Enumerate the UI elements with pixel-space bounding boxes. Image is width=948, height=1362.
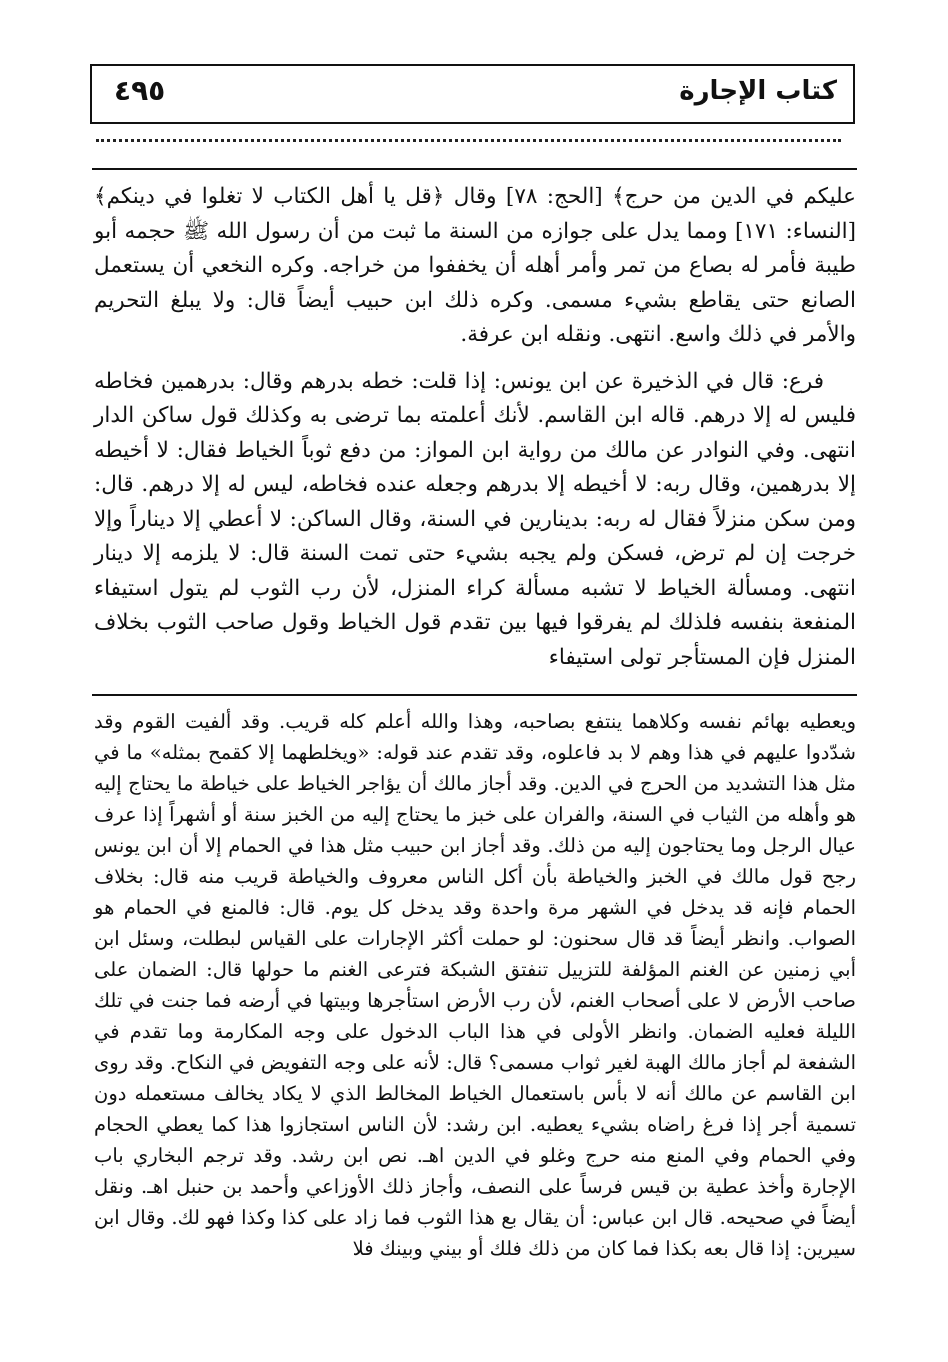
footnote xyxy=(94,706,856,1264)
book-title: كتاب الإجارة xyxy=(679,76,837,106)
footnote-separator xyxy=(92,694,857,696)
main-paragraph-1: عليكم في الدين من حرج﴾ [الحج: ٧٨] وقال ﴿قل يا أهل الكتاب لا تغلوا في دينكم﴾ [النساء: ١٧١] ومما يدل على جوازه من السنة ما ثبت من أن رسول الله ﷺ حجمه أبو طيبة فأمر له بصاع من تمر وأمر أهله أن يخففوا من خراجه. وكره النخعي أن يستعمل الصانع حتى يقاطع بشيء مسمى. وكره ذلك ابن حبيب أيضاً قال: ولا يبلغ التحريم والأمر في ذلك واسع. انتهى. ونقله ابن عرفة. xyxy=(94,184,857,347)
page-header xyxy=(90,64,855,124)
top-rule xyxy=(92,168,857,170)
dotted-separator xyxy=(96,139,841,142)
main-paragraph-2: فرع: قال في الذخيرة عن ابن يونس: إذا قلت: خطه بدرهم وقال: بدرهمين فخاطه فليس له إلا درهم. قاله ابن القاسم. لأنك أعلمته بما ترضى به وكذلك قول ساكن الدار انتهى. وفي النوادر عن مالك من رواية ابن المواز: من دفع ثوباً الخياط فقال: لا أخيطه إلا بدرهمين، وقال ربه: لا أخيطه إلا بدرهم وجعله عنده فخاطه، ليس له إلا درهم. قال: ومن سكن منزلاً فقال له ربه: بدينارين في السنة، وقال الساكن: لا أعطي إلا ديناراً وإلا خرجت إن لم ترض، فسكن ولم يجبه بشيء حتى تمت السنة قال: لا يلزمه إلا دينار انتهى. ومسألة الخياط لا تشبه مسألة كراء المنزل، لأن رب الثوب لم يتول استيفاء المنفعة بنفسه فلذلك لم يفرقوا فيها بين تقدم قول الخياط وقول صاحب الثوب بخلاف المنزل فإن المستأجر تولى استيفاء xyxy=(94,368,856,670)
main-text xyxy=(94,180,856,675)
footnote-text: ويعطيه بهائم نفسه وكلاهما ينتفع بصاحبه، وهذا والله أعلم كله قريب. وقد ألفيت القوم وقد شدّدوا عليهم في هذا وهم لا بد فاعلوه، وقد تقدم عند قوله: «ويخلطهما إلا كقمح بمثله» ما في مثل هذا التشديد من الحرج في الدين. وقد أجاز مالك أن يؤاجر الخياط على خياطة ما يحتاج إليه هو وأهله من الثياب في السنة، والفران على خبز ما يحتاج إليه من الخبز سنة أو أشهراً إذا عرف عيال الرجل وما يحتاجون إليه من ذلك. وقد أجاز ابن حبيب مثل هذا في الحمام إلا أن ابن يونس رجح قول مالك في الخبز والخياطة بأن أكل الناس معروف والخياطة قريب منه قال: بخلاف الحمام فإنه قد يدخل في الشهر مرة واحدة وقد يدخل كل يوم. قال: فالمنع في الحمام هو الصواب. وانظر أيضاً قد قال سحنون: لو حملت أكثر الإجارات على القياس لبطلت، وسئل ابن أبي زمنين عن الغنم المؤلفة للتزييل تنفتق الشبكة فترعى الغنم ما حولها قال: الضمان على صاحب الأرض لا على أصحاب الغنم، لأن رب الأرض استأجرها وبيتها في أرضه فما جنت في تلك الليلة فعليه الضمان. وانظر الأولى في هذا الباب الدخول على وجه المكارمة وما تقدم في الشفعة لم أجاز مالك الهبة لغير ثواب مسمى؟ قال: لأنه على وجه التفويض في النكاح. وقد روى ابن القاسم عن مالك أنه لا بأس باستعمال الخياط المخالط الذي لا يكاد يخالف مستعمله دون تسمية أجر إذا فرغ راضاه بشيء يعطيه. ابن رشد: لأن الناس استجازوا هذا كما يعطي الحجام وفي الحمام وفي المنع منه حرج وغلو في الدين اهـ. نص ابن رشد. وقد ترجم البخاري باب الإجارة وأخذ عطية بن قيس فرساً على النصف، وأجاز ذلك الأوزاعي وأحمد بن حنبل اهـ. ونقل أيضاً في صحيحه. قال ابن عباس: أن يقال بع هذا الثوب فما زاد على كذا وكذا فهو لك. وقال ابن سيرين: إذا قال بعه بكذا فما كان من ذلك فلك أو بيني وبينك فلا xyxy=(94,710,856,1260)
page-number: ٤٩٥ xyxy=(114,74,166,107)
